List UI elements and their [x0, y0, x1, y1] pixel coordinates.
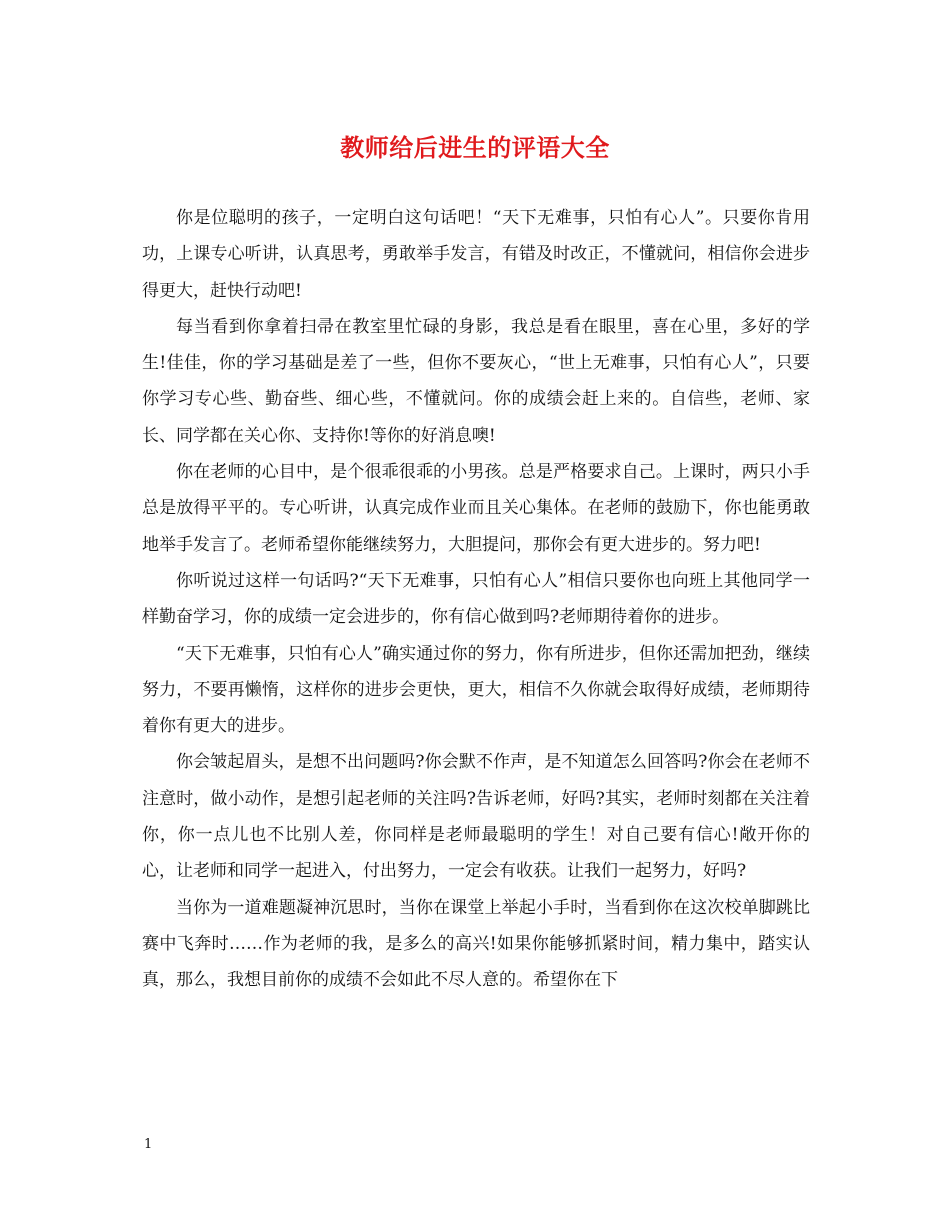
paragraph-5: “天下无难事，只怕有心人”确实通过你的努力，你有所进步，但你还需加把劲，继续努力，不要再懒惰，这样你的进步会更快，更大，相信不久你就会取得好成绩，老师期待着你有更大的进步。 [142, 643, 810, 737]
paragraph-1: 你是位聪明的孩子，一定明白这句话吧！“天下无难事，只怕有心人”。只要你肯用功，上课专心听讲，认真思考，勇敢举手发言，有错及时改正，不懂就问，相信你会进步得更大，赶快行动吧! [142, 208, 810, 301]
document-title: 教师给后进生的评语大全 [340, 133, 610, 162]
paragraph-2: 每当看到你拿着扫帚在教室里忙碌的身影，我总是看在眼里，喜在心里，多好的学生!佳佳，你的学习基础是差了一些，但你不要灰心，“世上无难事，只怕有心人”，只要你学习专心些、勤奋些、细心些，不懂就问。你的成绩会赶上来的。自信些，老师、家长、同学都在关心你、支持你!等你的好消息噢! [142, 316, 810, 446]
paragraph-4: 你听说过这样一句话吗?“天下无难事，只怕有心人”相信只要你也向班上其他同学一样勤奋学习，你的成绩一定会进步的，你有信心做到吗?老师期待着你的进步。 [142, 570, 810, 628]
page-number: 1 [144, 1137, 153, 1152]
paragraph-7: 当你为一道难题凝神沉思时，当你在课堂上举起小手时，当看到你在这次校单脚跳比赛中飞奔时……作为老师的我，是多么的高兴!如果你能够抓紧时间，精力集中，踏实认真，那么，我想目前你的成绩不会如此不尽人意的。希望你在下 [142, 897, 810, 991]
paragraph-3: 你在老师的心目中，是个很乖很乖的小男孩。总是严格要求自己。上课时，两只小手总是放得平平的。专心听讲，认真完成作业而且关心集体。在老师的鼓励下，你也能勇敢地举手发言了。老师希望你能继续努力，大胆提问，那你会有更大进步的。努力吧! [142, 462, 810, 555]
paragraph-6: 你会皱起眉头，是想不出问题吗?你会默不作声，是不知道怎么回答吗?你会在老师不注意时，做小动作，是想引起老师的关注吗?告诉老师，好吗?其实，老师时刻都在关注着你，你一点儿也不比别人差，你同样是老师最聪明的学生！对自己要有信心!敞开你的心，让老师和同学一起进入，付出努力，一定会有收获。让我们一起努力，好吗? [142, 752, 810, 882]
document-body [142, 200, 810, 999]
